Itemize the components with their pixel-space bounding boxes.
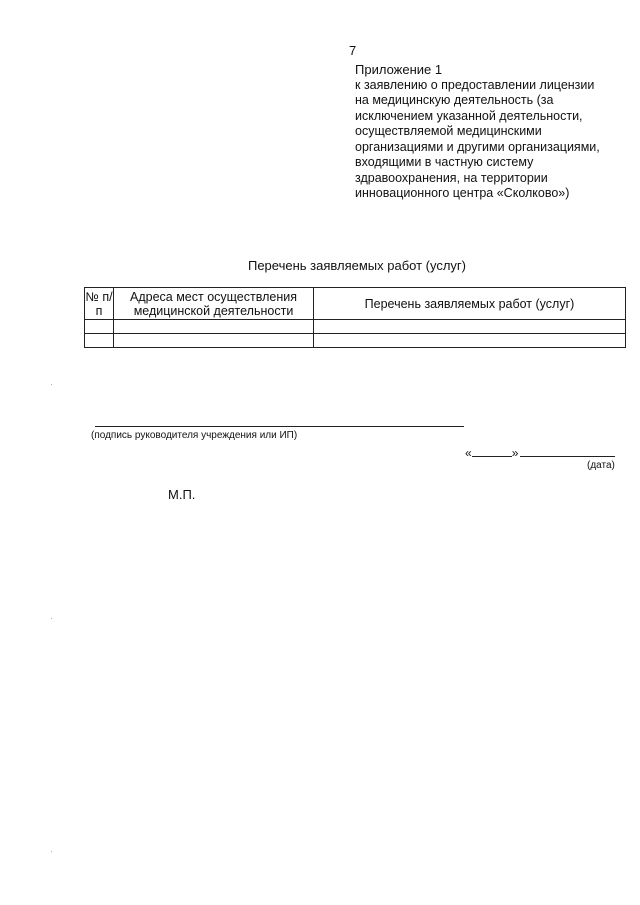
list-title: Перечень заявляемых работ (услуг) bbox=[247, 258, 466, 273]
table-cell[interactable] bbox=[85, 320, 114, 334]
appendix-line: к заявлению о предоставлении лицензии bbox=[355, 77, 595, 92]
margin-mark bbox=[51, 384, 52, 385]
works-table bbox=[84, 287, 626, 348]
date-month-blank[interactable] bbox=[520, 456, 615, 457]
table-row bbox=[85, 334, 626, 348]
appendix-line: организациями и другими организациями, bbox=[355, 139, 600, 154]
header-works: Перечень заявляемых работ (услуг) bbox=[314, 288, 626, 320]
header-number: № п/п bbox=[85, 289, 113, 318]
table-row bbox=[85, 320, 626, 334]
signature-line[interactable] bbox=[95, 426, 464, 427]
page-number: 7 bbox=[349, 43, 357, 58]
table-cell[interactable] bbox=[314, 334, 626, 348]
date-day-blank[interactable] bbox=[472, 456, 512, 457]
appendix-line: здравоохранения, на территории bbox=[355, 170, 548, 185]
appendix-title: Приложение 1 bbox=[355, 62, 443, 77]
table-cell[interactable] bbox=[85, 334, 114, 348]
signature-caption: (подпись руководителя учреждения или ИП) bbox=[91, 430, 298, 441]
date-close-quote: » bbox=[511, 446, 519, 460]
margin-mark bbox=[51, 618, 52, 619]
date-line bbox=[465, 446, 615, 460]
stamp-label: М.П. bbox=[168, 487, 196, 502]
date-open-quote: « bbox=[465, 446, 472, 460]
table-header-row bbox=[85, 288, 626, 320]
appendix-line: на медицинскую деятельность (за bbox=[355, 93, 554, 107]
appendix-line: входящими в частную систему bbox=[355, 155, 534, 169]
appendix-line: исключением указанной деятельности, bbox=[355, 108, 583, 123]
table-cell[interactable] bbox=[114, 334, 314, 348]
table-cell[interactable] bbox=[114, 320, 314, 334]
appendix-line: инновационного центра «Сколково») bbox=[355, 186, 570, 200]
header-address: Адреса мест осуществления медицинской деятельности bbox=[114, 288, 314, 320]
appendix-line: осуществляемой медицинскими bbox=[355, 124, 542, 138]
margin-mark bbox=[51, 851, 52, 852]
table-cell[interactable] bbox=[314, 320, 626, 334]
date-caption: (дата) bbox=[587, 460, 615, 471]
appendix-block bbox=[355, 62, 620, 202]
